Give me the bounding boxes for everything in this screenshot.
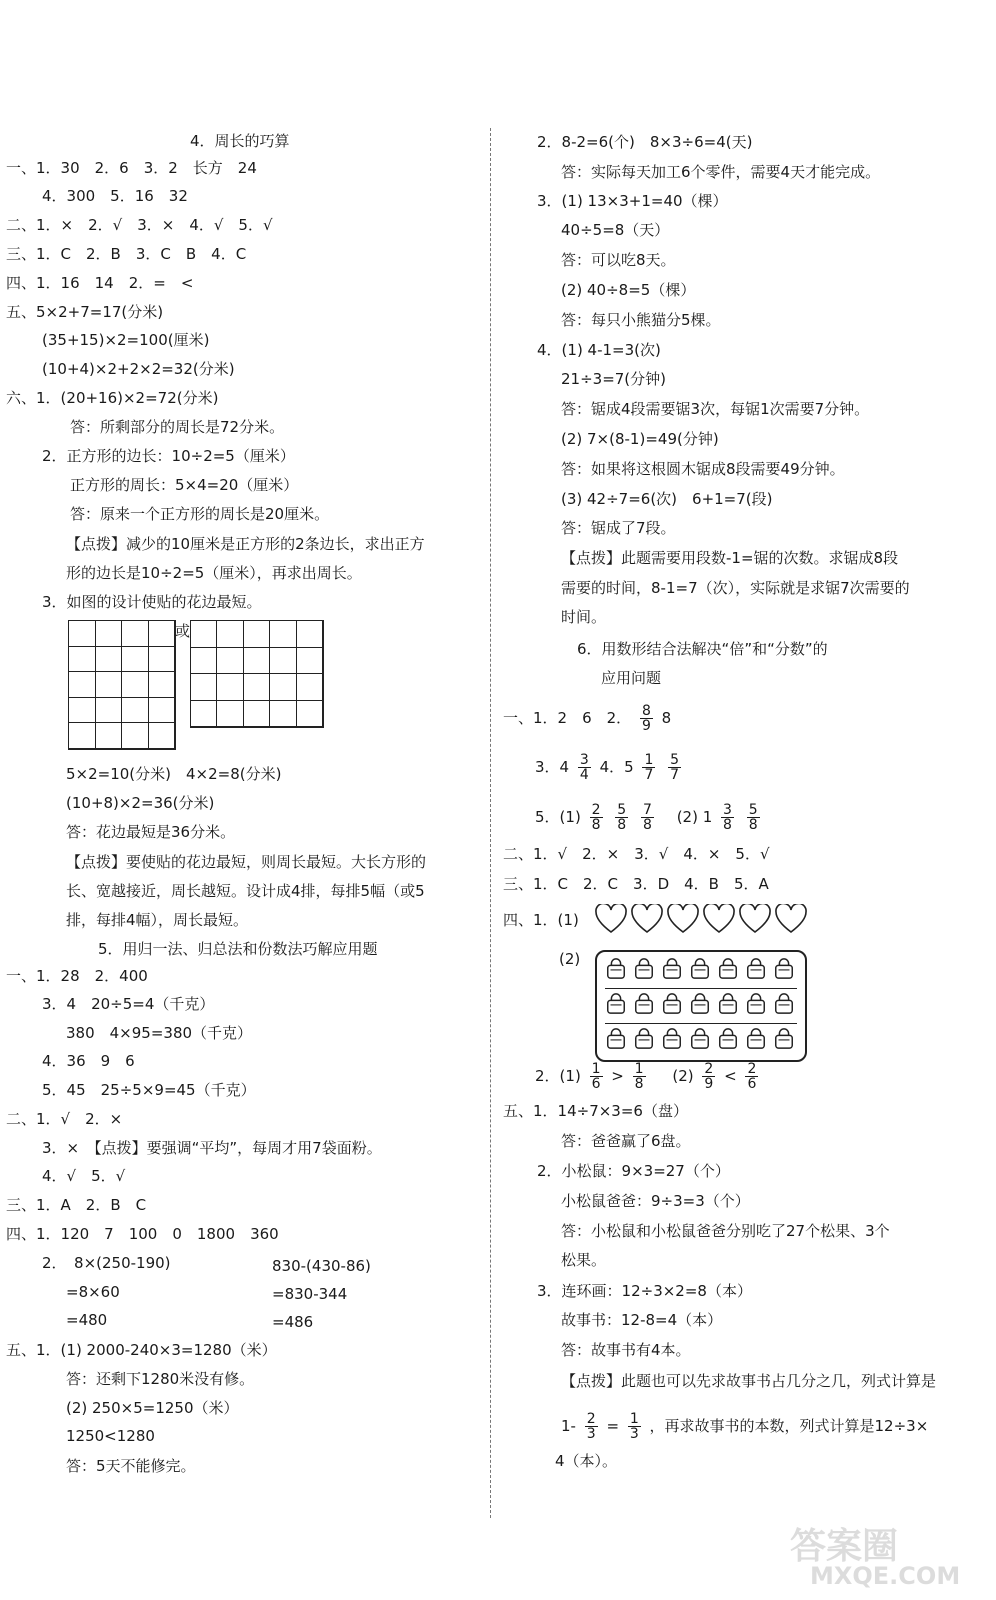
- bag-icon: [773, 993, 797, 1019]
- answer-line: 二、1．√ 2．× 3．√ 4．× 5．√: [503, 845, 770, 863]
- fraction: $\frac{2}{9}$: [704, 1061, 714, 1092]
- answer-line: 四、1．16 14 2．= <: [6, 274, 194, 292]
- fraction: $\frac{3}{8}$: [723, 802, 732, 833]
- bag-icon: [745, 993, 769, 1019]
- fraction: $\frac{3}{4}$: [579, 752, 589, 783]
- heart-icon: [739, 904, 771, 934]
- answer-line: 2．正方形的边长：10÷2=5（厘米）: [42, 447, 295, 465]
- bag-icon: [605, 993, 629, 1019]
- heart-icon: [703, 904, 735, 934]
- answer-line: 答：花边最短是36分米。: [66, 823, 236, 841]
- answer-line: (2) 7×(8-1)=49(分钟): [561, 430, 719, 448]
- fraction: $\frac{5}{8}$: [748, 802, 758, 833]
- answer-line: 四、1．120 7 100 0 1800 360: [6, 1225, 279, 1243]
- grid-diagram-5x4: [190, 620, 324, 728]
- fraction: $\frac{2}{6}$: [747, 1061, 757, 1092]
- bag-icon: [689, 1028, 713, 1054]
- answer-line: 一、1．28 2．400: [6, 967, 148, 985]
- answer-line: 一、1．30 2．6 3．2 长方 24: [6, 159, 257, 177]
- bag-icon: [661, 958, 685, 984]
- heart-icon: [667, 904, 699, 934]
- answer-line: 答：故事书有4本。: [561, 1341, 691, 1359]
- answer-line: (2) 250×5=1250（米）: [66, 1399, 239, 1417]
- answer-line: 4．(1) 4-1=3(次): [537, 341, 661, 359]
- heart-icon: [775, 904, 807, 934]
- answer-line: 答：如果将这根圆木锯成8段需要49分钟。: [561, 460, 845, 478]
- answer-line: (3) 42÷7=6(次) 6+1=7(段): [561, 490, 773, 508]
- answer-line: 四、1．(1): [503, 911, 579, 929]
- answer-line: 正方形的周长：5×4=20（厘米）: [70, 476, 299, 494]
- answer-line: 答：每只小熊猫分5棵。: [561, 311, 721, 329]
- answer-line: 二、1．× 2．√ 3．× 4．√ 5．√: [6, 216, 273, 234]
- calc-line: =486: [272, 1313, 314, 1331]
- answer-line: 答：5天不能修完。: [66, 1457, 196, 1475]
- answer-line: 五、5×2+7=17(分米): [6, 303, 164, 321]
- answer-line: 答：所剩部分的周长是72分米。: [70, 418, 285, 436]
- answer-line: (35+15)×2=100(厘米): [42, 331, 210, 349]
- answer-line: 3．(1) 13×3+1=40（棵）: [537, 192, 728, 210]
- bag-icon: [605, 958, 629, 984]
- answer-line: 三、1．A 2．B C: [6, 1196, 147, 1214]
- hint-fraction-line: 1- $\frac{2}{3}$ = $\frac{1}{3}$ ，再求故事书的本数，列式计算是12÷3×: [561, 1411, 929, 1442]
- bag-icon: [633, 958, 657, 984]
- heart-icon: [631, 904, 663, 934]
- answer-line: 答：小松鼠和小松鼠爸爸分别吃了27个松果、3个: [561, 1222, 890, 1240]
- answer-line: 小松鼠爸爸：9÷3=3（个）: [561, 1192, 750, 1210]
- answer-line: 5．45 25÷5×9=45（千克）: [42, 1081, 256, 1099]
- answer-line: (10+8)×2=36(分米): [66, 794, 215, 812]
- answer-line: 答：锯成4段需要锯3次，每锯1次需要7分钟。: [561, 400, 870, 418]
- calc-line: =830-344: [272, 1285, 348, 1303]
- answer-line: 三、1．C 2．B 3．C B 4．C: [6, 245, 247, 263]
- answer-line: 4．√ 5．√: [42, 1167, 126, 1185]
- bag-icon: [689, 958, 713, 984]
- answer-line: 3．× 【点拨】要强调“平均”，每周才用7袋面粉。: [42, 1139, 382, 1157]
- bag-icon: [689, 993, 713, 1019]
- answer-line: 4．36 9 6: [42, 1052, 135, 1070]
- hint-line: 需要的时间，8-1=7（次），实际就是求锯7次需要的: [561, 579, 910, 597]
- heart-row: [595, 904, 807, 934]
- fraction: $\frac{5}{8}$: [617, 802, 627, 833]
- bag-icon: [773, 1028, 797, 1054]
- crate-divider: [605, 988, 797, 989]
- right-column: [495, 0, 995, 1600]
- answer-line: 21÷3=7(分钟): [561, 370, 667, 388]
- answer-line: 三、1．C 2．C 3．D 4．B 5．A: [503, 875, 769, 893]
- grid-diagram-4x5: [68, 620, 176, 750]
- answer-line: 3．连环画：12÷3×2=8（本）: [537, 1282, 752, 1300]
- column-divider: [490, 128, 491, 1518]
- answer-line: 故事书：12-8=4（本）: [561, 1311, 723, 1329]
- hint-line: 时间。: [561, 608, 607, 626]
- fraction: $\frac{1}{6}$: [591, 1061, 601, 1092]
- answer-line: 2．8-2=6(个) 8×3÷6=4(天): [537, 133, 753, 151]
- hint-line: 【点拨】要使贴的花边最短，则周长最短。大长方形的: [66, 853, 427, 871]
- answer-line: (2): [559, 950, 581, 968]
- answer-line: 二、1．√ 2．×: [6, 1110, 123, 1128]
- hint-line: 4（本）。: [555, 1452, 618, 1470]
- answer-line: 五、1．(1) 2000-240×3=1280（米）: [6, 1341, 277, 1359]
- bag-icon: [633, 1028, 657, 1054]
- bag-icon: [633, 993, 657, 1019]
- bag-icon: [745, 958, 769, 984]
- fraction: $\frac{2}{8}$: [591, 802, 601, 833]
- bag-crate-diagram: [595, 950, 807, 1062]
- answer-line: 答：可以吃8天。: [561, 251, 676, 269]
- answer-line: 六、1．(20+16)×2=72(分米): [6, 389, 219, 407]
- answer-line: 4．300 5．16 32: [42, 187, 188, 205]
- fraction: $\frac{1}{7}$: [644, 752, 654, 783]
- section-6-title-cont: 应用问题: [601, 669, 662, 687]
- answer-line: 松果。: [561, 1251, 607, 1269]
- answer-line: 答：原来一个正方形的周长是20厘米。: [70, 505, 330, 523]
- fraction: $\frac{5}{7}$: [670, 752, 680, 783]
- bag-icon: [717, 958, 741, 984]
- answer-line: 1250<1280: [66, 1427, 155, 1445]
- fraction-answer-line: 一、1．2 6 2． $\frac{8}{9}$ 8: [503, 703, 672, 734]
- bag-icon: [717, 1028, 741, 1054]
- section-5-title: 5．用归一法、归总法和份数法巧解应用题: [98, 940, 378, 958]
- answer-line: (2) 40÷8=5（棵）: [561, 281, 696, 299]
- bag-icon: [605, 1028, 629, 1054]
- fraction: $\frac{1}{8}$: [634, 1061, 644, 1092]
- calc-line: 2． 8×(250-190): [42, 1254, 171, 1272]
- answer-line: 2．小松鼠：9×3=27（个）: [537, 1162, 730, 1180]
- answer-line: 380 4×95=380（千克）: [66, 1024, 253, 1042]
- fraction: $\frac{8}{9}$: [641, 703, 651, 734]
- fraction-answer-line: 3．4 $\frac{3}{4}$ 4．5 $\frac{1}{7}$ $\frac{5}{7}$: [535, 752, 680, 783]
- bag-icon: [661, 1028, 685, 1054]
- answer-line: 答：爸爸赢了6盘。: [561, 1132, 691, 1150]
- answer-line: 40÷5=8（天）: [561, 221, 670, 239]
- hint-line: 排，每排4幅），周长最短。: [66, 911, 249, 929]
- answer-line: 3．如图的设计使贴的花边最短。: [42, 593, 262, 611]
- answer-line: 答：实际每天加工6个零件，需要4天才能完成。: [561, 163, 881, 181]
- hint-line: 长、宽越接近，周长越短。设计成4排，每排5幅（或5: [66, 882, 425, 900]
- answer-line: 3．4 20÷5=4（千克）: [42, 995, 215, 1013]
- fraction: $\frac{2}{3}$: [586, 1411, 596, 1442]
- answer-line: 答：锯成了7段。: [561, 519, 676, 537]
- crate-divider: [605, 1023, 797, 1024]
- fraction-compare-line: 2．(1) $\frac{1}{6}$ > $\frac{1}{8}$ (2) $\frac{2}{9}$ < $\frac{2}{6}$: [535, 1061, 757, 1092]
- section-6-title: 6．用数形结合法解决“倍”和“分数”的: [577, 640, 828, 658]
- hint-line: 【点拨】此题需要用段数-1=锯的次数。求锯成8段: [561, 549, 899, 567]
- answer-line: (10+4)×2+2×2=32(分米): [42, 360, 235, 378]
- fraction: $\frac{1}{3}$: [629, 1411, 639, 1442]
- fraction: $\frac{7}{8}$: [642, 802, 652, 833]
- calc-line: =480: [66, 1311, 108, 1329]
- heart-icon: [595, 904, 627, 934]
- answer-line: 五、1．14÷7×3=6（盘）: [503, 1102, 688, 1120]
- section-4-title: 4．周长的巧算: [190, 132, 290, 150]
- bag-icon: [745, 1028, 769, 1054]
- fraction-answer-line: 5．(1) $\frac{2}{8}$ $\frac{5}{8}$ $\frac{7}{8}$ (2) 1 $\frac{3}{8}$ $\frac{5}{8}$: [535, 802, 758, 833]
- site-watermark-logo: 答案圈 MXQE.COM: [790, 1526, 961, 1590]
- answer-line: 答：还剩下1280米没有修。: [66, 1370, 255, 1388]
- or-label: 或: [175, 622, 191, 640]
- bag-icon: [773, 958, 797, 984]
- hint-line: 【点拨】此题也可以先求故事书占几分之几，列式计算是: [561, 1372, 937, 1390]
- hint-line: 形的边长是10÷2=5（厘米），再求出周长。: [66, 564, 362, 582]
- calc-line: =8×60: [66, 1283, 120, 1301]
- hint-line: 【点拨】减少的10厘米是正方形的2条边长，求出正方: [66, 535, 425, 553]
- bag-icon: [661, 993, 685, 1019]
- answer-line: 5×2=10(分米) 4×2=8(分米): [66, 765, 282, 783]
- bag-icon: [717, 993, 741, 1019]
- left-column: [0, 0, 490, 1600]
- calc-line: 830-(430-86): [272, 1257, 371, 1275]
